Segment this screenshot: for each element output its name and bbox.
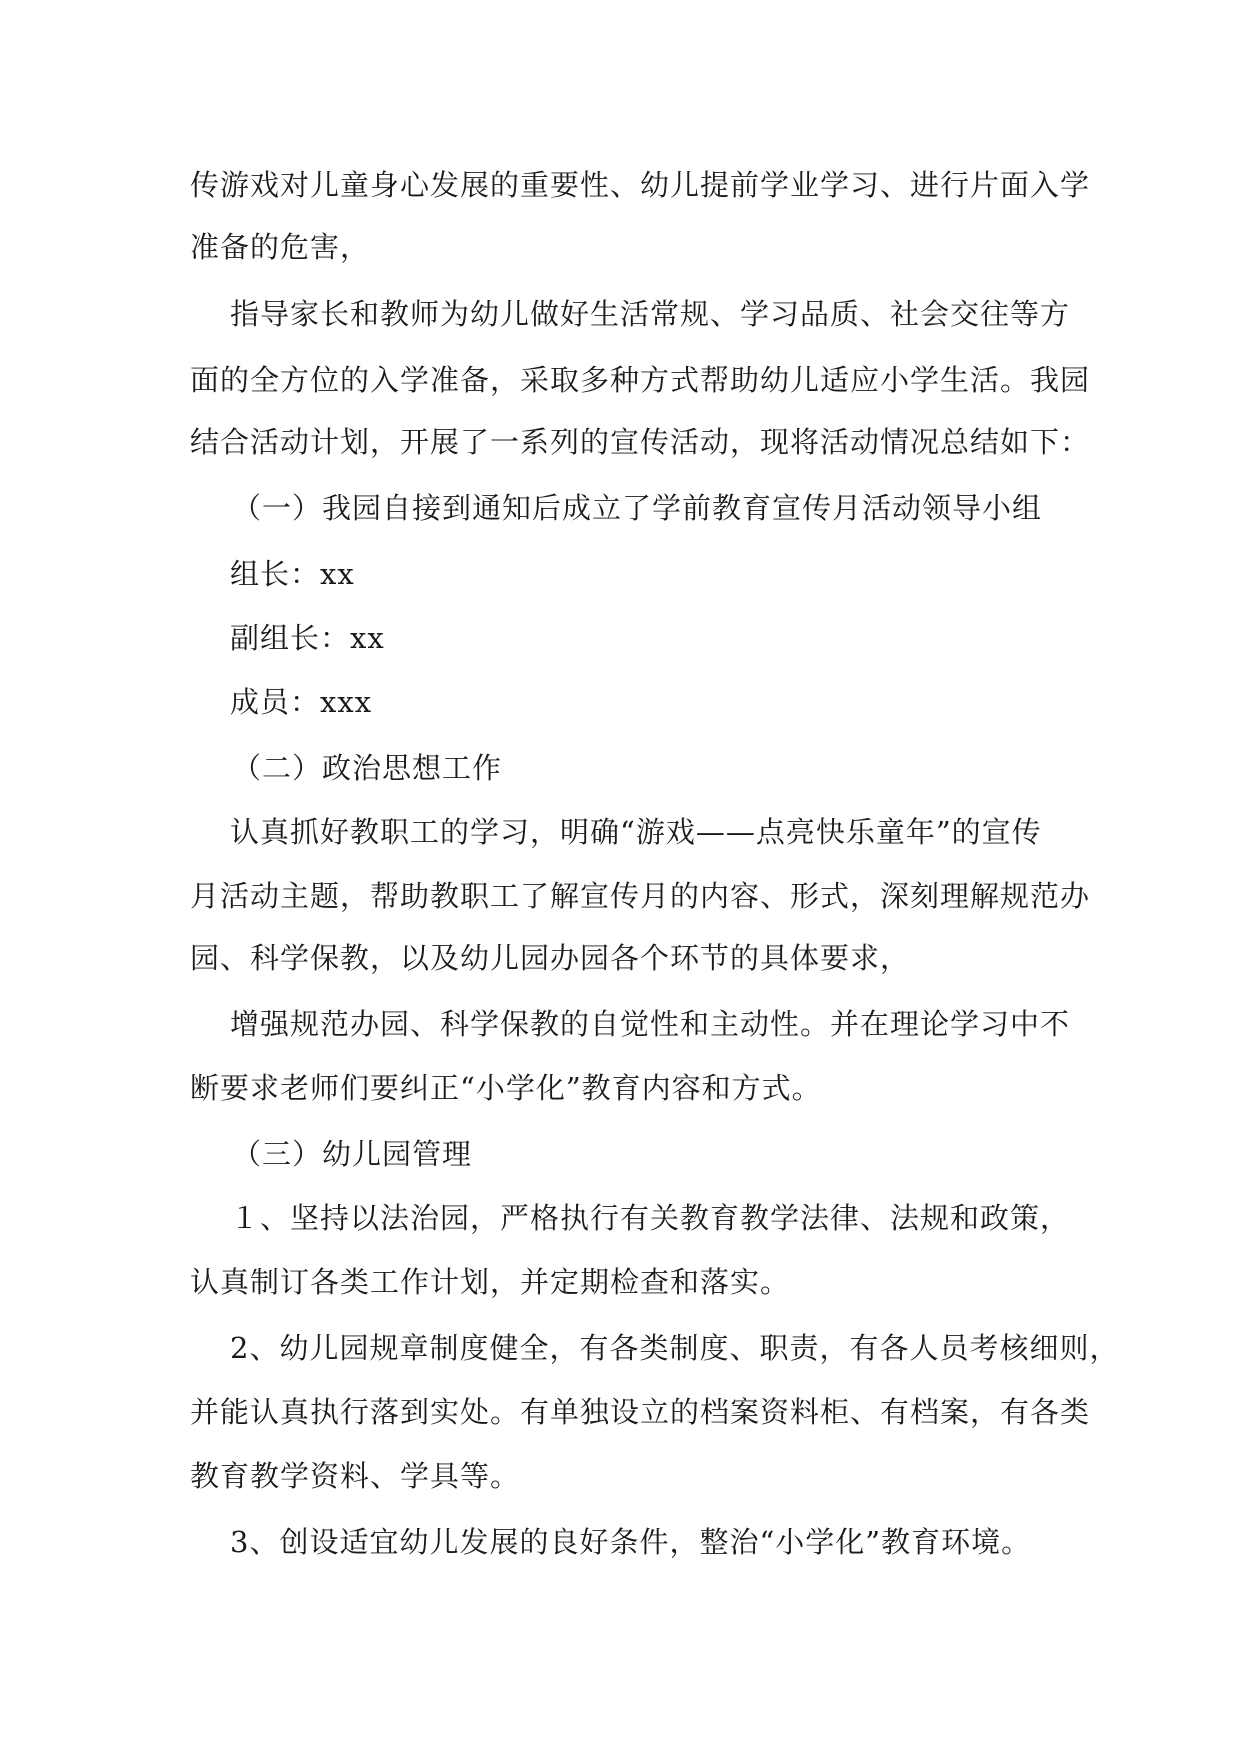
text-line-1: 传游戏对儿童身心发展的重要性、幼儿提前学业学习、进行片面入学 xyxy=(190,168,1091,202)
text-line-11: 认真抓好教职工的学习，明确“游戏——点亮快乐童年”的宣传 xyxy=(230,815,1042,849)
text-line-12: 月活动主题，帮助教职工了解宣传月的内容、形式，深刻理解规范办 xyxy=(190,879,1091,913)
text-line-5: 结合活动计划，开展了一系列的宣传活动，现将活动情况总结如下： xyxy=(190,425,1091,459)
text-line-17: １、坚持以法治园，严格执行有关教育教学法律、法规和政策， xyxy=(230,1201,1071,1235)
section-heading-2: （二）政治思想工作 xyxy=(232,751,503,785)
text-line-20: 并能认真执行落到实处。有单独设立的档案资料柜、有档案，有各类 xyxy=(190,1395,1091,1429)
text-line-13: 园、科学保教，以及幼儿园办园各个环节的具体要求， xyxy=(190,941,911,975)
text-line-15: 断要求老师们要纠正“小学化”教育内容和方式。 xyxy=(190,1071,822,1105)
text-line-14: 增强规范办园、科学保教的自觉性和主动性。并在理论学习中不 xyxy=(230,1007,1071,1041)
text-line-21: 教育教学资料、学具等。 xyxy=(190,1459,521,1493)
section-heading-3: （三）幼儿园管理 xyxy=(232,1137,473,1171)
text-line-deputy: 副组长：xx xyxy=(230,621,385,655)
text-line-4: 面的全方位的入学准备，采取多种方式帮助幼儿适应小学生活。我园 xyxy=(190,363,1091,397)
text-line-22: 3、创设适宜幼儿发展的良好条件，整治“小学化”教育环境。 xyxy=(230,1525,1032,1559)
text-line-3: 指导家长和教师为幼儿做好生活常规、学习品质、社会交往等方 xyxy=(230,297,1071,331)
text-line-2: 准备的危害， xyxy=(190,230,371,264)
section-heading-1: （一）我园自接到通知后成立了学前教育宣传月活动领导小组 xyxy=(232,491,1043,525)
text-line-19: 2、幼儿园规章制度健全，有各类制度、职责，有各人员考核细则， xyxy=(230,1331,1120,1365)
text-line-leader: 组长：xx xyxy=(230,557,355,591)
text-line-members: 成员：xxx xyxy=(230,685,373,719)
text-line-18: 认真制订各类工作计划，并定期检查和落实。 xyxy=(190,1265,791,1299)
